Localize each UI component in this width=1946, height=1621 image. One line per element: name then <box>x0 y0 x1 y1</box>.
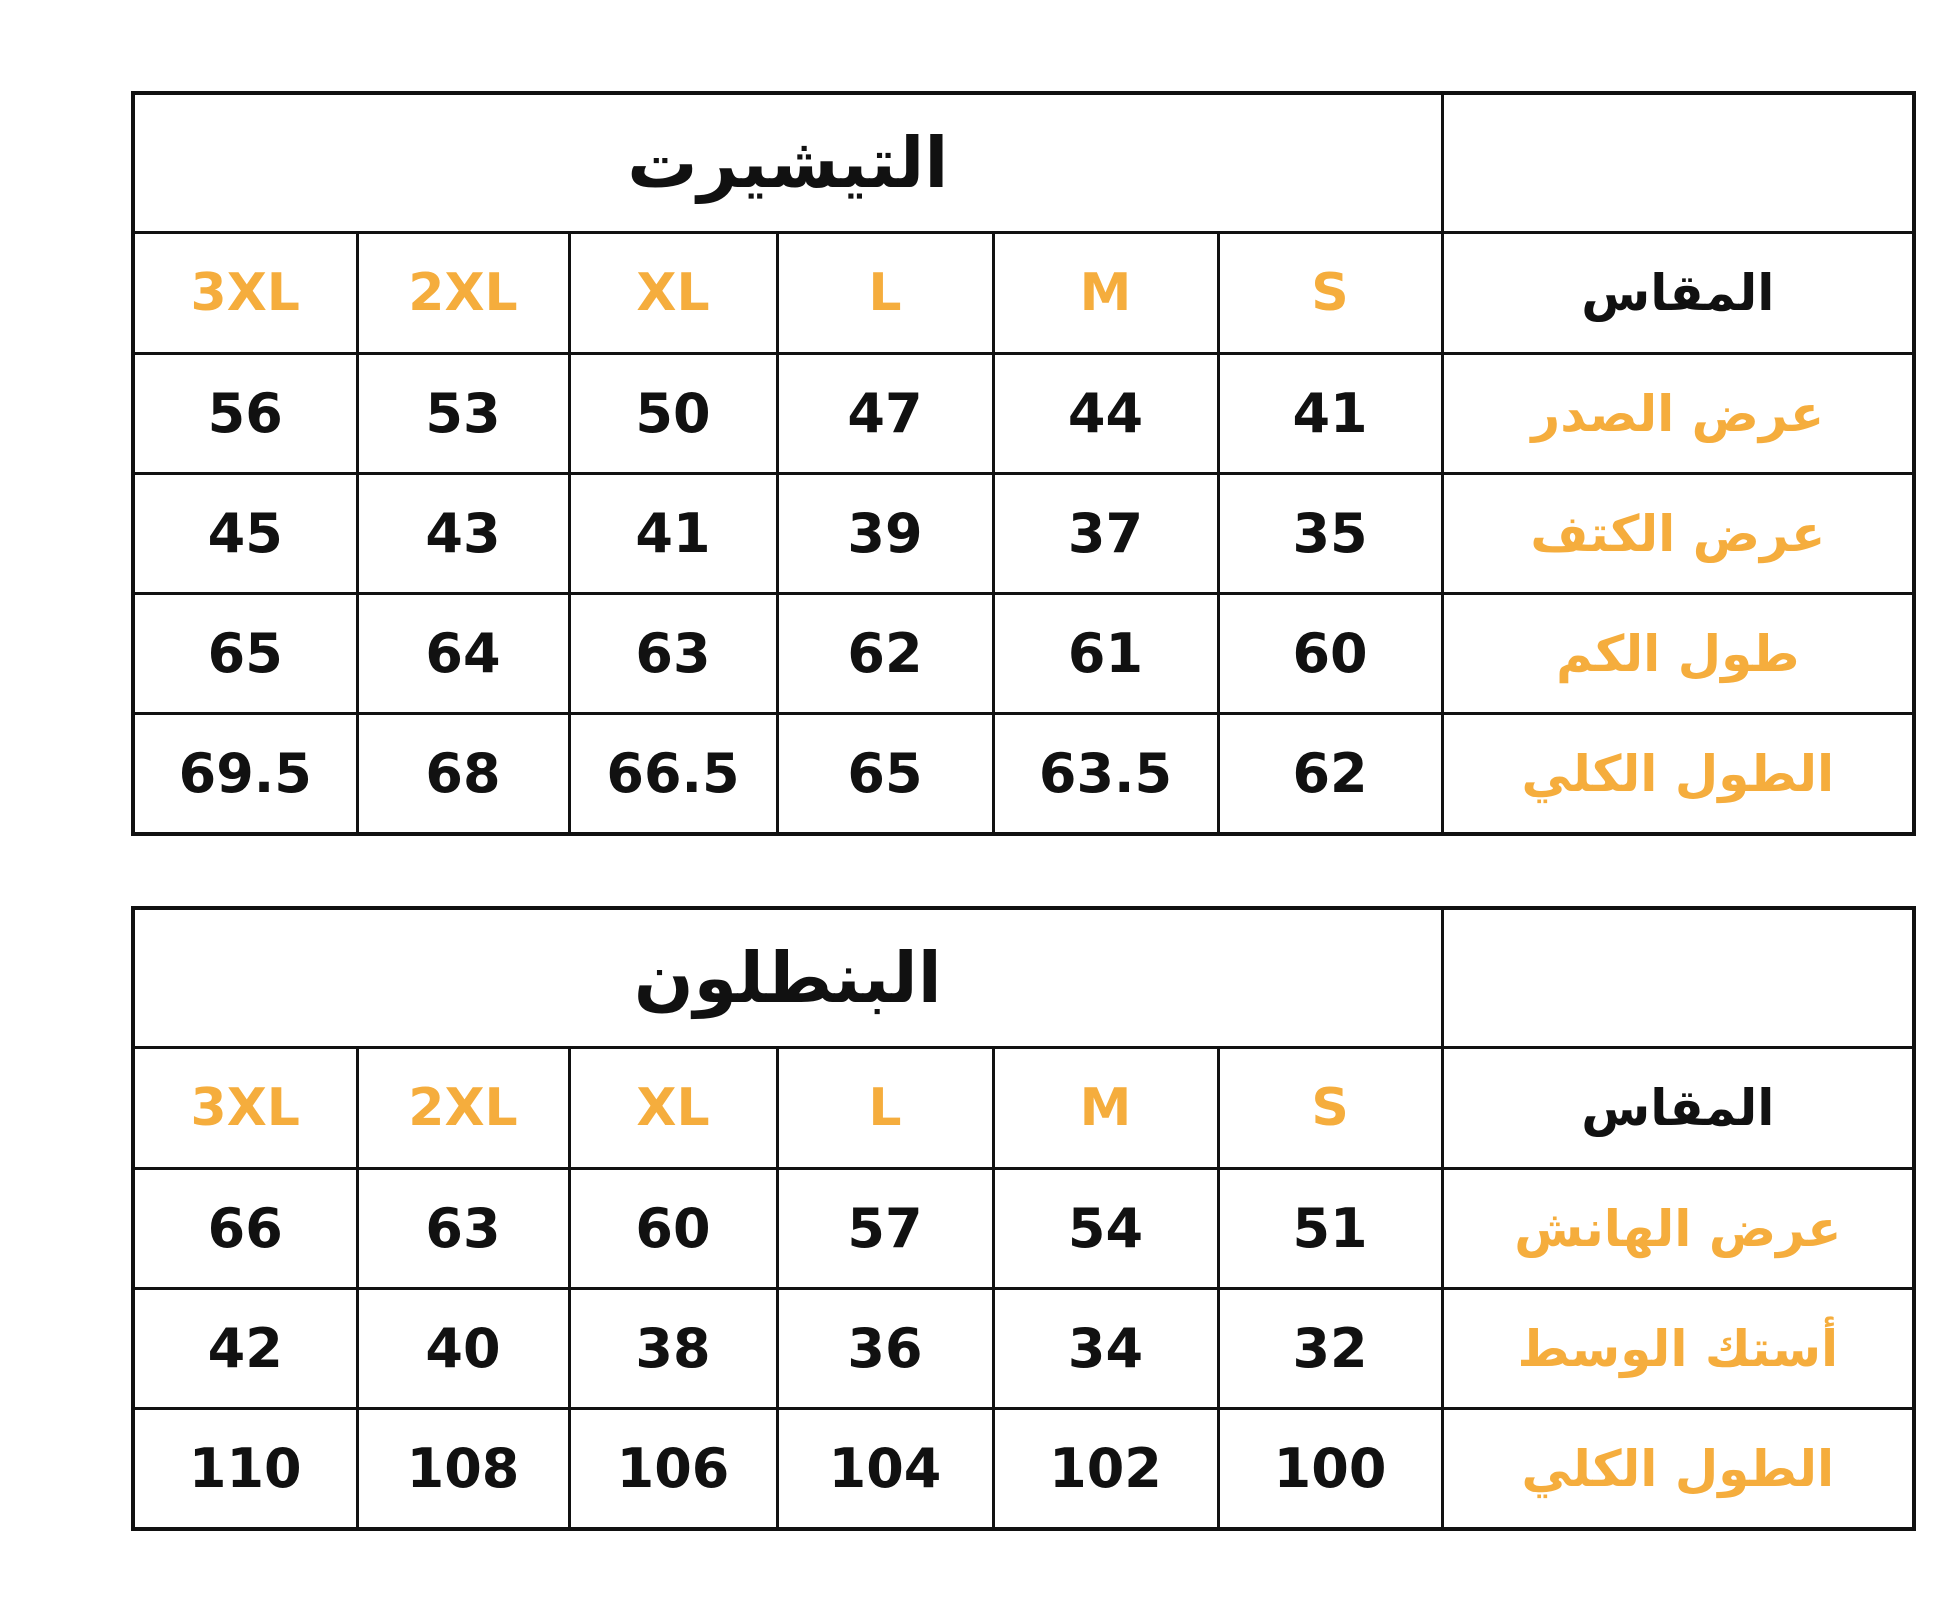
pants-size-m: M <box>993 1048 1218 1169</box>
table-row <box>133 1289 1914 1409</box>
value-cell: 37 <box>993 474 1218 594</box>
value-cell: 32 <box>1218 1289 1442 1409</box>
value-cell: 102 <box>993 1409 1218 1530</box>
shirt-corner-cell <box>1442 93 1914 233</box>
value-cell: 106 <box>569 1409 777 1530</box>
row-label: الطول الكلي <box>1442 1409 1914 1530</box>
value-cell: 63 <box>569 594 777 714</box>
pants-size-header-row <box>133 1048 1914 1169</box>
value-cell: 63.5 <box>993 714 1218 835</box>
table-row <box>133 354 1914 474</box>
value-cell: 68 <box>357 714 569 835</box>
pants-size-table <box>131 906 1916 1531</box>
shirt-header-label: المقاس <box>1442 233 1914 354</box>
table-row <box>133 714 1914 835</box>
value-cell: 41 <box>569 474 777 594</box>
value-cell: 39 <box>777 474 993 594</box>
value-cell: 63 <box>357 1169 569 1289</box>
value-cell: 42 <box>133 1289 357 1409</box>
value-cell: 45 <box>133 474 357 594</box>
value-cell: 62 <box>777 594 993 714</box>
value-cell: 60 <box>569 1169 777 1289</box>
value-cell: 104 <box>777 1409 993 1530</box>
value-cell: 64 <box>357 594 569 714</box>
shirt-size-s: S <box>1218 233 1442 354</box>
value-cell: 35 <box>1218 474 1442 594</box>
shirt-size-xl: XL <box>569 233 777 354</box>
row-label: عرض الهانش <box>1442 1169 1914 1289</box>
row-label: طول الكم <box>1442 594 1914 714</box>
value-cell: 47 <box>777 354 993 474</box>
pants-size-3xl: 3XL <box>133 1048 357 1169</box>
shirt-title-row <box>133 93 1914 233</box>
pants-size-xl: XL <box>569 1048 777 1169</box>
shirt-size-3xl: 3XL <box>133 233 357 354</box>
value-cell: 53 <box>357 354 569 474</box>
row-label: عرض الكتف <box>1442 474 1914 594</box>
shirt-size-header-row <box>133 233 1914 354</box>
value-cell: 100 <box>1218 1409 1442 1530</box>
table-row <box>133 1169 1914 1289</box>
pants-size-s: S <box>1218 1048 1442 1169</box>
value-cell: 108 <box>357 1409 569 1530</box>
value-cell: 57 <box>777 1169 993 1289</box>
value-cell: 56 <box>133 354 357 474</box>
value-cell: 43 <box>357 474 569 594</box>
pants-size-l: L <box>777 1048 993 1169</box>
shirt-size-m: M <box>993 233 1218 354</box>
value-cell: 66 <box>133 1169 357 1289</box>
shirt-size-table <box>131 91 1916 836</box>
value-cell: 40 <box>357 1289 569 1409</box>
value-cell: 61 <box>993 594 1218 714</box>
pants-header-label: المقاس <box>1442 1048 1914 1169</box>
pants-size-2xl: 2XL <box>357 1048 569 1169</box>
pants-title-row <box>133 908 1914 1048</box>
row-label: عرض الصدر <box>1442 354 1914 474</box>
value-cell: 44 <box>993 354 1218 474</box>
value-cell: 110 <box>133 1409 357 1530</box>
value-cell: 65 <box>133 594 357 714</box>
pants-corner-cell <box>1442 908 1914 1048</box>
value-cell: 50 <box>569 354 777 474</box>
value-cell: 69.5 <box>133 714 357 835</box>
value-cell: 38 <box>569 1289 777 1409</box>
value-cell: 65 <box>777 714 993 835</box>
row-label: أستك الوسط <box>1442 1289 1914 1409</box>
shirt-size-2xl: 2XL <box>357 233 569 354</box>
shirt-title: التيشيرت <box>133 93 1442 233</box>
pants-title: البنطلون <box>133 908 1442 1048</box>
value-cell: 60 <box>1218 594 1442 714</box>
table-row <box>133 474 1914 594</box>
shirt-size-l: L <box>777 233 993 354</box>
table-row <box>133 594 1914 714</box>
value-cell: 62 <box>1218 714 1442 835</box>
value-cell: 54 <box>993 1169 1218 1289</box>
value-cell: 51 <box>1218 1169 1442 1289</box>
table-row <box>133 1409 1914 1530</box>
value-cell: 41 <box>1218 354 1442 474</box>
row-label: الطول الكلي <box>1442 714 1914 835</box>
value-cell: 36 <box>777 1289 993 1409</box>
value-cell: 66.5 <box>569 714 777 835</box>
value-cell: 34 <box>993 1289 1218 1409</box>
